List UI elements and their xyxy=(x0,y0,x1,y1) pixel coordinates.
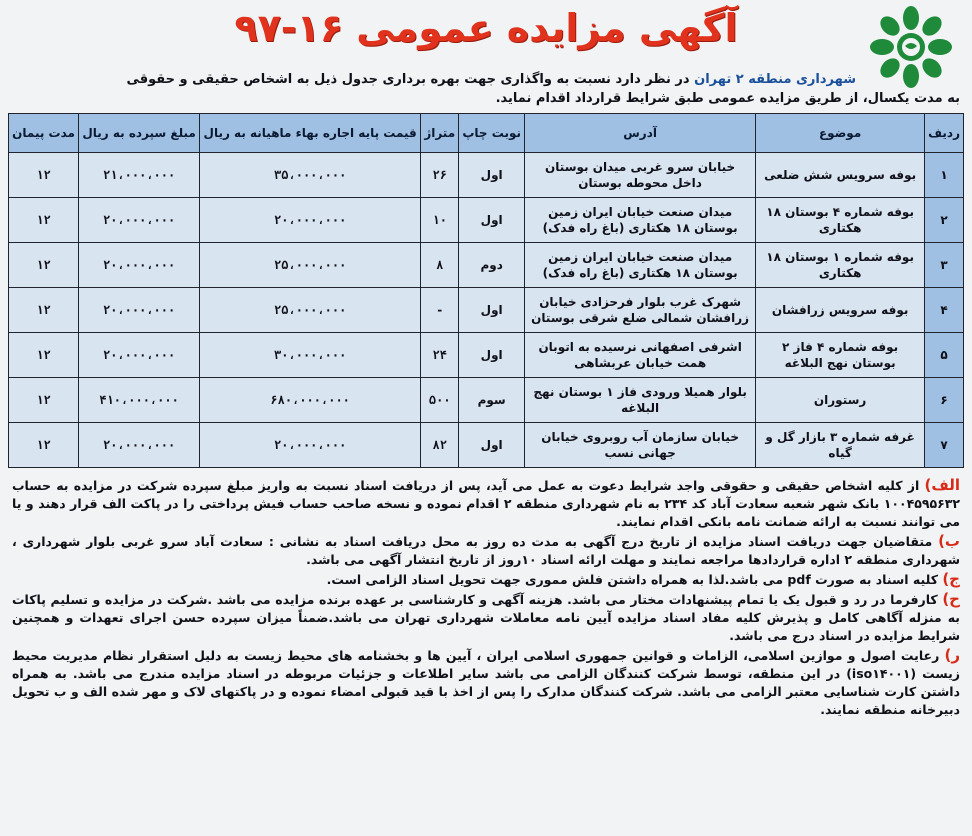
table-row xyxy=(9,243,964,288)
header-address: آدرس xyxy=(525,114,756,153)
print-round-cell: اول xyxy=(459,333,525,378)
row-number-cell: ۴ xyxy=(925,288,964,333)
organization-name: شهرداری منطقه ۲ تهران xyxy=(694,72,856,87)
deposit-cell: ۴۱۰،۰۰۰،۰۰۰ xyxy=(79,378,200,423)
print-round-cell: دوم xyxy=(459,243,525,288)
subject-cell: بوفه سرویس زرافشان xyxy=(756,288,925,333)
note-item xyxy=(12,590,960,645)
row-number-cell: ۷ xyxy=(925,423,964,468)
ad-title: آگهی مزایده عمومی ۱۶-۹۷ xyxy=(234,6,738,50)
intro-line-2: به مدت یکسال، از طریق مزایده عمومی طبق شرایط قرارداد اقدام نماید. xyxy=(495,91,960,106)
note-item xyxy=(12,532,960,569)
deposit-cell: ۲۰،۰۰۰،۰۰۰ xyxy=(79,423,200,468)
subject-cell: بوفه شماره ۱ بوستان ۱۸ هکتاری xyxy=(756,243,925,288)
note-item xyxy=(12,570,960,589)
address-cell: میدان صنعت خیابان ایران زمین بوستان ۱۸ هکتاری (باغ راه فدک) xyxy=(525,198,756,243)
header-row-number: ردیف xyxy=(925,114,964,153)
intro-text xyxy=(12,70,856,90)
note-text: رعایت اصول و موازین اسلامی، الزامات و قوانین جمهوری اسلامی ایران ، آیین ها و بخشنامه های محیط زیست به دلیل استقرار نظام مدیریت محیط زیست (iso۱۴۰۰۱) در این منطقه، توسط شرکت کنندگان الزامی می باشد سایر اطلاعات و جزئیات مربوطه در اسناد مزایده مندرج می باشد. به همراه داشتن کارت شناسایی معتبر الزامی می باشد. شرکت کنندگان مدارک را پس از اخذ با قید قبولی امضاء نموده و در پاکتهای لاک و مهر شده الف و ب تحویل دبیرخانه منطقه نمایند. xyxy=(12,648,960,717)
print-round-cell: اول xyxy=(459,288,525,333)
duration-cell: ۱۲ xyxy=(9,423,79,468)
print-round-cell: اول xyxy=(459,153,525,198)
print-round-cell: سوم xyxy=(459,378,525,423)
deposit-cell: ۲۰،۰۰۰،۰۰۰ xyxy=(79,333,200,378)
row-number-cell: ۶ xyxy=(925,378,964,423)
base-price-cell: ۲۰،۰۰۰،۰۰۰ xyxy=(200,198,421,243)
address-cell: میدان صنعت خیابان ایران زمین بوستان ۱۸ هکتاری (باغ راه فدک) xyxy=(525,243,756,288)
area-cell: ۵۰۰ xyxy=(421,378,459,423)
note-text: کارفرما در رد و قبول یک یا تمام پیشنهادات مختار می باشد. هزینه آگهی و کارشناسی بر عهده برنده مزایده می باشد .شرکت در مزایده و تسلیم پاکات به منزله آگاهی کامل و پذیرش کلیه مفاد اسناد مزایده آیین نامه معاملات شهرداری تهران می باشد.ضمناً میزان سپرده حسن اجرای تعهدات و همچنین شرایط مزایده در اسناد درج می باشد. xyxy=(12,592,960,643)
row-number-cell: ۳ xyxy=(925,243,964,288)
duration-cell: ۱۲ xyxy=(9,333,79,378)
address-cell: اشرفی اصفهانی نرسیده به اتوبان همت خیابان عربشاهی xyxy=(525,333,756,378)
table-row xyxy=(9,333,964,378)
subject-cell: غرفه شماره ۳ بازار گل و گیاه xyxy=(756,423,925,468)
note-item xyxy=(12,646,960,719)
base-price-cell: ۳۰،۰۰۰،۰۰۰ xyxy=(200,333,421,378)
note-key: ب) xyxy=(938,532,960,550)
note-key: ج) xyxy=(942,570,960,588)
table-row xyxy=(9,198,964,243)
header xyxy=(8,4,964,70)
area-cell: ۲۴ xyxy=(421,333,459,378)
table-row xyxy=(9,423,964,468)
address-cell: بلوار همیلا ورودی فاز ۱ بوستان نهج البلاغه xyxy=(525,378,756,423)
duration-cell: ۱۲ xyxy=(9,198,79,243)
address-cell: خیابان سازمان آب روبروی خیابان جهانی نسب xyxy=(525,423,756,468)
duration-cell: ۱۲ xyxy=(9,153,79,198)
duration-cell: ۱۲ xyxy=(9,378,79,423)
duration-cell: ۱۲ xyxy=(9,288,79,333)
subject-cell: رستوران xyxy=(756,378,925,423)
note-key: الف) xyxy=(924,476,960,494)
base-price-cell: ۲۰،۰۰۰،۰۰۰ xyxy=(200,423,421,468)
subject-cell: بوفه شماره ۴ فاز ۲ بوستان نهج البلاغه xyxy=(756,333,925,378)
table-row xyxy=(9,288,964,333)
conditions-notes xyxy=(12,476,960,719)
note-text: از کلیه اشخاص حقیقی و حقوقی واجد شرایط دعوت به عمل می آید، پس از دریافت اسناد نسبت به واریز مبلغ سپرده شرکت در مزایده به حساب ۱۰۰۴۵۹۵۶۳۲ بانک شهر شعبه سعادت آباد کد ۲۳۴ به نام شهرداری منطقه ۲ اقدام نموده و نسخه صاحب حساب فیش پرداختی را در پاکت الف قرار دهند و یا می توانند نسبت به ارائه ضمانت نامه بانکی اقدام نمایند. xyxy=(12,478,960,529)
note-item xyxy=(12,476,960,531)
subject-cell: بوفه شماره ۴ بوستان ۱۸ هکتاری xyxy=(756,198,925,243)
area-cell: ۸ xyxy=(421,243,459,288)
table-header-row xyxy=(9,114,964,153)
print-round-cell: اول xyxy=(459,423,525,468)
base-price-cell: ۳۵،۰۰۰،۰۰۰ xyxy=(200,153,421,198)
header-base-price: قیمت پایه اجاره بهاء ماهیانه به ریال xyxy=(200,114,421,153)
table-row xyxy=(9,378,964,423)
base-price-cell: ۲۵،۰۰۰،۰۰۰ xyxy=(200,288,421,333)
auction-table xyxy=(8,113,964,468)
duration-cell: ۱۲ xyxy=(9,243,79,288)
row-number-cell: ۱ xyxy=(925,153,964,198)
base-price-cell: ۶۸۰،۰۰۰،۰۰۰ xyxy=(200,378,421,423)
area-cell: - xyxy=(421,288,459,333)
deposit-cell: ۲۰،۰۰۰،۰۰۰ xyxy=(79,198,200,243)
deposit-cell: ۲۰،۰۰۰،۰۰۰ xyxy=(79,243,200,288)
base-price-cell: ۲۵،۰۰۰،۰۰۰ xyxy=(200,243,421,288)
area-cell: ۸۲ xyxy=(421,423,459,468)
area-cell: ۲۶ xyxy=(421,153,459,198)
area-cell: ۱۰ xyxy=(421,198,459,243)
header-deposit: مبلغ سپرده به ریال xyxy=(79,114,200,153)
header-duration: مدت پیمان xyxy=(9,114,79,153)
note-text: متقاضیان جهت دریافت اسناد مزایده از تاریخ درج آگهی به مدت ده روز به محل دریافت اسناد به نشانی : سعادت آباد سرو غربی بلوار شهرداری ، شهرداری منطقه ۲ اداره قراردادها مراجعه نمایند و مهلت ارائه اسناد ۱۰روز از تاریخ انتشار آگهی می باشد. xyxy=(12,534,960,567)
note-key: ر) xyxy=(944,646,961,664)
deposit-cell: ۲۰،۰۰۰،۰۰۰ xyxy=(79,288,200,333)
address-cell: شهرک غرب بلوار فرحزادی خیابان زرافشان شمالی ضلع شرقی بوستان xyxy=(525,288,756,333)
table-row xyxy=(9,153,964,198)
deposit-cell: ۲۱،۰۰۰،۰۰۰ xyxy=(79,153,200,198)
address-cell: خیابان سرو غربی میدان بوستان داخل محوطه بوستان xyxy=(525,153,756,198)
subject-cell: بوفه سرویس شش ضلعی xyxy=(756,153,925,198)
print-round-cell: اول xyxy=(459,198,525,243)
note-key: ح) xyxy=(942,590,960,608)
header-area: متراژ xyxy=(421,114,459,153)
row-number-cell: ۲ xyxy=(925,198,964,243)
note-text: کلیه اسناد به صورت pdf می باشد.لذا به همراه داشتن فلش مموری جهت تحویل اسناد الزامی است. xyxy=(326,572,938,587)
header-subject: موضوع xyxy=(756,114,925,153)
row-number-cell: ۵ xyxy=(925,333,964,378)
intro-line-1: در نظر دارد نسبت به واگذاری جهت بهره برداری جدول ذیل به اشخاص حقیقی و حقوقی xyxy=(126,72,690,87)
header-print-round: نوبت چاپ xyxy=(459,114,525,153)
